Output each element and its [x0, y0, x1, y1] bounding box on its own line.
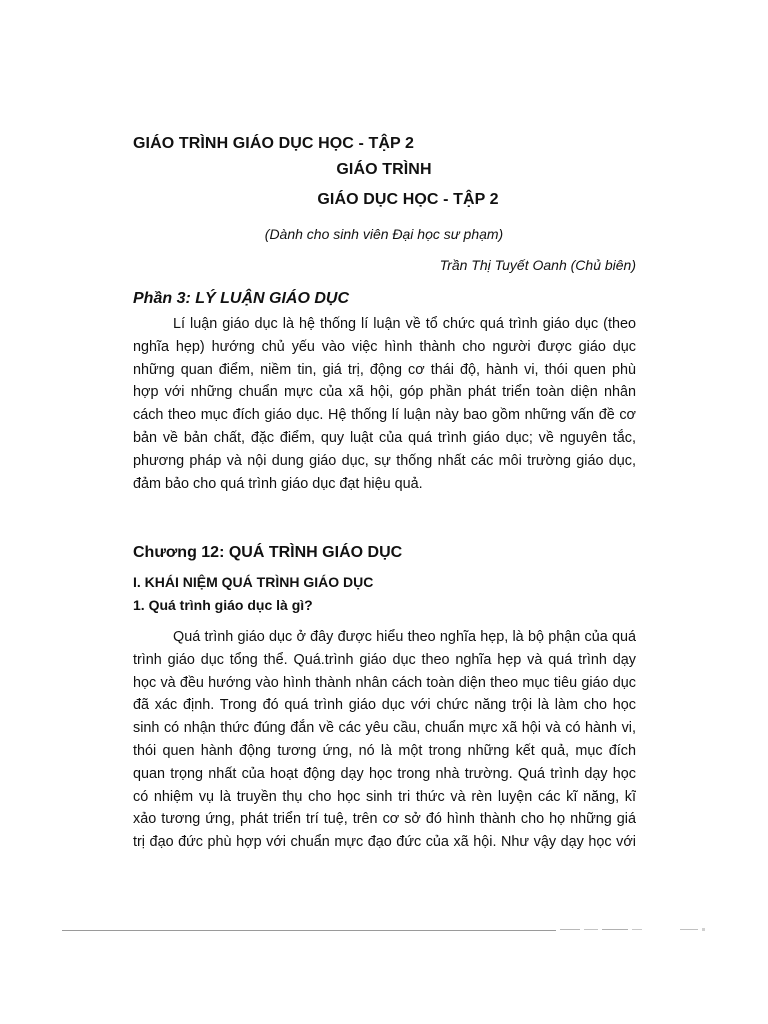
paragraph-line: hợp với những chuẩn mực của xã hội, góp phần phát triển toàn diện nhân: [133, 384, 636, 401]
section-heading: I. KHÁI NIỆM QUÁ TRÌNH GIÁO DỤC: [133, 574, 374, 590]
paragraph-line: học và đều hướng vào hình thành nhân cách toàn diện theo mục tiêu giáo dục: [133, 674, 636, 691]
chapter-heading: Chương 12: QUÁ TRÌNH GIÁO DỤC: [133, 544, 403, 561]
paragraph-line: thói quen hành động tương ứng, nó là một trong những kết quả, mục đích: [133, 742, 636, 759]
footer-divider: [62, 930, 556, 931]
paragraph-line: đã xác định. Trong đó quá trình giáo dục với chức năng trội là làm cho học: [133, 697, 636, 714]
chapter-paragraph: [133, 626, 636, 854]
document-author: Trần Thị Tuyết Oanh (Chủ biên): [439, 257, 636, 273]
paragraph-line: trình giáo dục tổng thể. Quá.trình giáo dục theo nghĩa hẹp và quá trình dạy: [133, 651, 636, 668]
paragraph-line: Lí luận giáo dục là hệ thống lí luận về tổ chức quá trình giáo dục (theo: [173, 316, 636, 332]
paragraph-line: trị đạo đức phù hợp với chuẩn mực đạo đức của xã hội. Như vậy dạy học với: [133, 834, 636, 851]
part-paragraph: [133, 313, 636, 495]
part-heading: Phần 3: LÝ LUẬN GIÁO DỤC: [133, 290, 350, 307]
document-title-line: GIÁO TRÌNH GIÁO DỤC HỌC - TẬP 2: [133, 135, 415, 152]
document-title-center-1: GIÁO TRÌNH: [336, 161, 432, 178]
paragraph-line: đảm bảo cho quá trình giáo dục đạt hiệu quả.: [133, 475, 423, 492]
paragraph-line: Quá trình giáo dục ở đây được hiểu theo nghĩa hẹp, là bộ phận của quá: [173, 629, 636, 645]
paragraph-line: cách theo mục đích giáo dục. Hệ thống lí luận này bao gồm những vấn đề cơ: [133, 407, 636, 424]
document-subtitle: (Dành cho sinh viên Đại học sư phạm): [264, 226, 504, 242]
paragraph-line: quan trọng nhất của hoạt động dạy học trong nhà trường. Quá trình dạy học: [133, 765, 636, 782]
paragraph-line: có nhiệm vụ là truyền thụ cho học sinh tri thức và rèn luyện các kĩ năng, kĩ: [133, 788, 636, 805]
paragraph-line: xảo tương ứng, phát triển trí tuệ, trên cơ sở đó hình thành cho họ những giá: [133, 811, 636, 828]
paragraph-line: bản về bản chất, đặc điểm, quy luật của quá trình giáo dục; về nguyên tắc,: [133, 429, 636, 446]
subsection-heading: 1. Quá trình giáo dục là gì?: [133, 597, 313, 613]
paragraph-line: những quan điểm, niềm tin, giá trị, động cơ thái độ, hành vi, thói quen phù: [133, 361, 636, 378]
paragraph-line: nghĩa hẹp) hướng chủ yếu vào việc hình thành cho người được giáo dục: [133, 338, 636, 355]
footer-scan-marks: [560, 927, 710, 933]
paragraph-line: phương pháp và nội dung giáo dục, sự thống nhất các môi trường giáo dục,: [133, 452, 636, 469]
document-title-center-2: GIÁO DỤC HỌC - TẬP 2: [317, 191, 499, 208]
paragraph-line: sinh có nhận thức đúng đắn về các yêu cầu, chuẩn mực xã hội và có hành vi,: [133, 720, 636, 737]
